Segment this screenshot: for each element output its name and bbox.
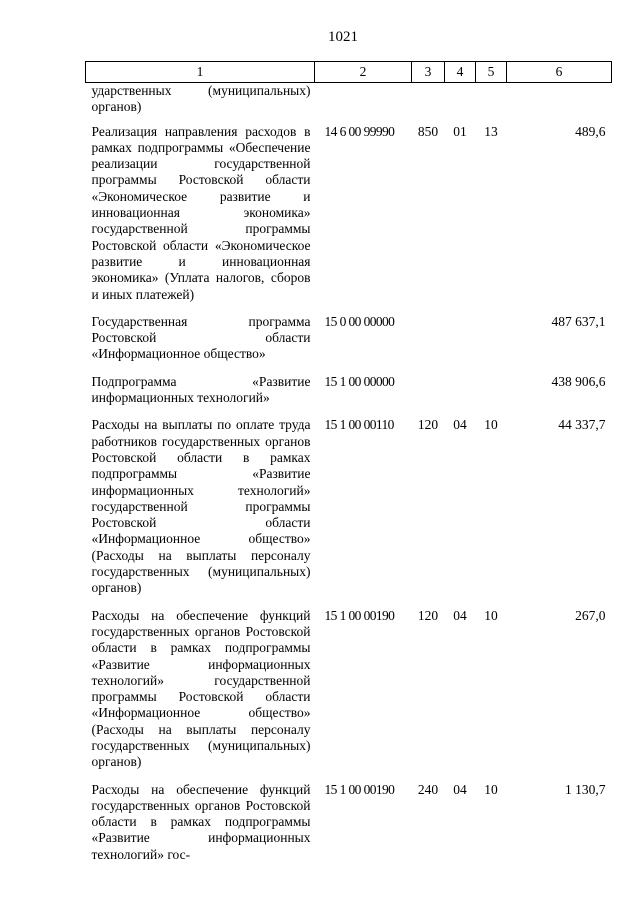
row-subsection: 10 [484,781,498,797]
row-target-code: 15 1 00 00190 [324,781,395,797]
row-expense-type: 240 [417,781,439,797]
row-section [445,314,476,374]
header-col-6: 6 [507,62,612,83]
row-amount: 267,0 [575,607,606,623]
row-target-code: 15 1 00 00110 [324,417,394,433]
row-target-code: 14 6 00 99990 [324,123,395,139]
row-section: 01 [453,123,467,139]
row-name: Подпрограмма «Развитие информационных технологий» [91,373,311,406]
budget-table [85,61,612,863]
row-subsection: 10 [484,607,498,623]
row-subsection [476,374,507,418]
header-col-4: 4 [445,62,476,83]
row-section [445,374,476,418]
header-col-1: 1 [86,62,315,83]
table-row [86,374,612,418]
row-amount: 487 637,1 [551,313,606,329]
table-row [86,782,612,863]
header-col-2: 2 [315,62,412,83]
row-target-code: 15 1 00 00000 [324,373,395,389]
table-header [86,62,612,83]
page-number: 1021 [328,29,358,45]
table-row [86,608,612,782]
row-section: 04 [453,781,467,797]
row-expense-type [412,374,445,418]
row-subsection: 13 [484,123,498,139]
row-section: 04 [453,417,467,433]
header-col-3: 3 [412,62,445,83]
row-subsection: 10 [484,417,498,433]
table-row [86,417,612,607]
row-amount: 489,6 [575,123,606,139]
row-name: Реализация направления расходов в рамках подпрограммы «Обеспечение реализации государственной программы Ростовской области «Экономическое развитие и инновационная экономика» государственной программы Ростовской области «Экономическое развитие и инновационная экономика» (Уплата налогов, сборов и иных платежей) [91,123,311,302]
continuation-row [86,83,612,124]
table-row [86,314,612,374]
table-row [86,124,612,314]
row-subsection [476,314,507,374]
row-name: Расходы на обеспечение функций государственных органов Ростовской области в рамках подпрограммы «Развитие информационных технологий» государственной программы Ростовской области «Информационное общество» (Расходы на выплаты персоналу государственных (муниципальных) органов) [91,607,311,770]
row-name: Расходы на выплаты по оплате труда работников государственных органов Ростовской области в рамках подпрограммы «Развитие информационных технологий» государственной программы Ростовской области «Информационное общество» (Расходы на выплаты персоналу государственных (муниципальных) органов) [91,417,311,596]
row-amount: 44 337,7 [558,417,606,433]
row-target-code: 15 1 00 00190 [324,607,395,623]
row-expense-type [412,314,445,374]
row-section: 04 [453,607,467,623]
row-name: Расходы на обеспечение функций государственных органов Ростовской области в рамках подпрограммы «Развитие информационных технологий» гос- [91,781,311,862]
header-col-5: 5 [476,62,507,83]
row-target-code: 15 0 00 00000 [324,313,395,329]
row-name: ударственных (муниципальных) органов) [91,83,311,115]
row-expense-type: 120 [417,417,439,433]
row-name: Государственная программа Ростовской области «Информационное общество» [91,313,311,362]
row-amount: 438 906,6 [551,373,606,389]
row-expense-type: 850 [417,123,439,139]
row-expense-type: 120 [417,607,439,623]
row-amount: 1 130,7 [565,781,606,797]
